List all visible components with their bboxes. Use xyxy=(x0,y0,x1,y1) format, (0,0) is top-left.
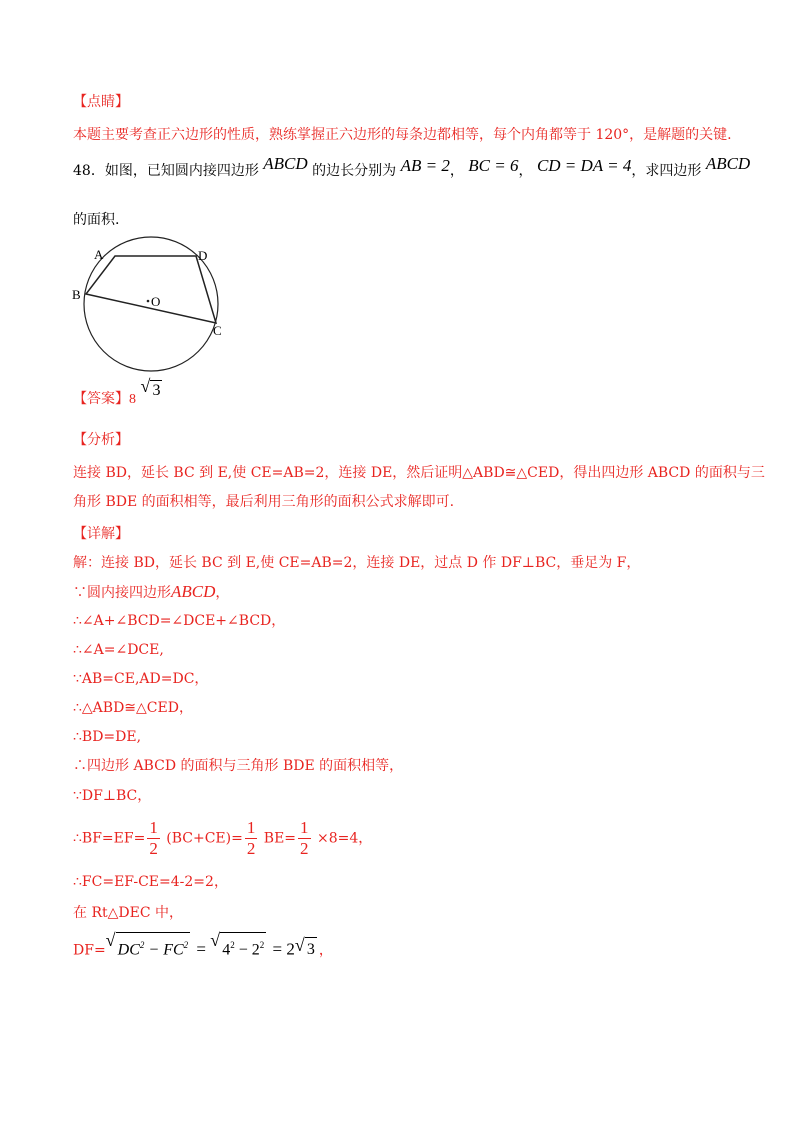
fraction-half-1 xyxy=(147,818,160,859)
detail-line-10-c: BE= xyxy=(259,830,297,847)
label-a: A xyxy=(94,247,104,262)
detail-line-13-pre: DF= xyxy=(73,942,106,959)
detail-line-7: ∴BD=DE, xyxy=(73,729,142,745)
detail-line-2-pre: ∵圆内接四边形 xyxy=(73,585,171,601)
detail-line-2 xyxy=(73,582,229,603)
detail-line-9: ∵DF⊥BC， xyxy=(73,788,152,804)
answer-line xyxy=(73,376,164,410)
equals-1: = xyxy=(192,939,211,959)
quadrilateral-abcd xyxy=(86,256,216,323)
detail-quad-name: ABCD xyxy=(171,582,216,601)
question-post: ，求四边形 xyxy=(631,163,702,179)
analysis-line-1: 连接 BD，延长 BC 到 E,使 CE=AB=2，连接 DE，然后证明△ABD≅△CED，得出四边形 ABCD 的面积与三 xyxy=(73,465,765,481)
answer-sqrt: √ 3 xyxy=(140,376,161,399)
detail-line-6: ∴△ABD≅△CED， xyxy=(73,700,193,716)
detail-line-2-post: ， xyxy=(215,585,230,601)
radicand-dc: DC xyxy=(117,941,140,959)
circle-quadrilateral-figure xyxy=(70,235,240,375)
sqrt-4-2: √ $4^2 - 2^2$ xyxy=(210,932,266,962)
question-mid: 的边长分别为 xyxy=(312,163,397,179)
detail-line-10-e: ×8=4， xyxy=(312,830,373,847)
quad-name: ABCD xyxy=(263,154,308,173)
question-line-1 xyxy=(73,154,751,181)
frac-num: 1 xyxy=(246,818,256,837)
fraction-half-3 xyxy=(298,818,311,859)
detail-line-12: 在 Rt△DEC 中， xyxy=(73,905,183,921)
radicand-fc: − FC xyxy=(144,941,184,959)
detail-line-3: ∴∠A+∠BCD=∠DCE+∠BCD， xyxy=(73,613,286,629)
detail-line-4: ∴∠A=∠DCE, xyxy=(73,642,164,658)
analysis-heading: 【分析】 xyxy=(73,432,129,448)
detail-heading: 【详解】 xyxy=(73,526,129,542)
detail-line-10-b: (BC+CE)= xyxy=(161,830,243,847)
radicand-2: − 2 xyxy=(234,941,260,959)
quad-name-2: ABCD xyxy=(705,154,751,173)
detail-line-10 xyxy=(73,818,372,859)
detail-line-13-post: ， xyxy=(318,942,333,959)
fraction-half-2 xyxy=(245,818,258,859)
label-d: D xyxy=(198,248,208,263)
side-bc: BC = 6 xyxy=(468,156,519,175)
answer-heading: 【答案】 xyxy=(73,391,129,407)
radicand-3: 3 xyxy=(305,937,317,962)
equals-2: = 2 xyxy=(268,939,295,959)
sep: ， xyxy=(518,163,533,179)
frac-den: 2 xyxy=(246,839,256,858)
detail-line-11: ∴FC=EF-CE=4-2=2， xyxy=(73,874,228,890)
frac-num: 1 xyxy=(300,818,309,837)
label-o: O xyxy=(151,294,161,309)
side-cd-da: CD = DA = 4 xyxy=(536,156,632,175)
answer-coefficient: 8 xyxy=(129,392,136,407)
analysis-line-2: 角形 BDE 的面积相等，最后利用三角形的面积公式求解即可. xyxy=(73,494,455,510)
detail-line-5: ∵AB=CE,AD=DC， xyxy=(73,671,209,687)
question-line-2: 的面积. xyxy=(73,212,120,228)
question-number: 48． xyxy=(73,163,105,179)
radicand-4: 4 xyxy=(222,941,231,959)
sqrt-dc-fc: √ $DC^2 - FC^2$ xyxy=(106,932,190,962)
answer-radicand: 3 xyxy=(152,382,161,399)
sqrt-3: √ 3 xyxy=(295,937,317,962)
label-b: B xyxy=(72,287,81,302)
exp: 2 xyxy=(183,940,189,950)
dianjing-heading: 【点睛】 xyxy=(73,94,129,110)
frac-den: 2 xyxy=(149,839,158,858)
center-point xyxy=(147,300,150,303)
question-pre: 如图，已知圆内接四边形 xyxy=(104,163,259,179)
label-c: C xyxy=(213,323,222,338)
exp: 2 xyxy=(139,940,145,950)
side-ab: AB = 2 xyxy=(400,156,450,175)
exp: 2 xyxy=(230,940,235,950)
sep: ， xyxy=(449,163,464,179)
dianjing-text: 本题主要考查正六边形的性质，熟练掌握正六边形的每条边都相等，每个内角都等于 120°，是解题的关键. xyxy=(73,127,732,143)
frac-num: 1 xyxy=(149,818,158,837)
exp: 2 xyxy=(259,940,265,950)
detail-line-13 xyxy=(73,932,333,962)
detail-line-8: ∴四边形 ABCD 的面积与三角形 BDE 的面积相等， xyxy=(73,758,404,774)
detail-line-10-a: ∴BF=EF= xyxy=(73,830,146,847)
frac-den: 2 xyxy=(300,839,309,858)
detail-line-1: 解：连接 BD，延长 BC 到 E,使 CE=AB=2，连接 DE，过点 D 作 DF⊥BC，垂足为 F， xyxy=(73,555,641,571)
